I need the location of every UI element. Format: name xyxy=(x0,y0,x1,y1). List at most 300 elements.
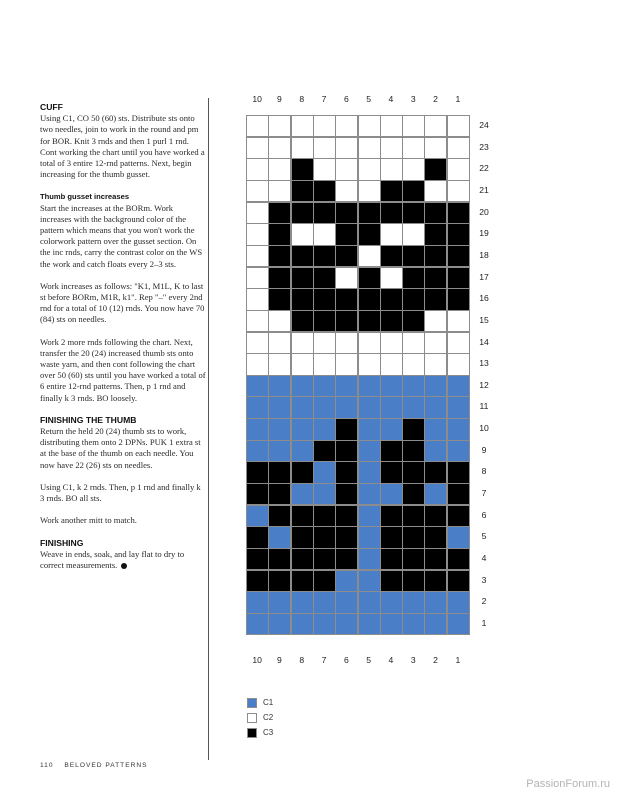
chart-cell xyxy=(447,570,470,592)
chart-cell xyxy=(358,353,381,375)
chart-cell xyxy=(424,115,447,137)
chart-cell xyxy=(447,332,470,354)
chart-cell xyxy=(447,505,470,527)
chart-cell xyxy=(246,505,269,527)
chart-cell xyxy=(246,245,269,267)
chart-cell xyxy=(358,267,381,289)
chart-cell xyxy=(335,353,358,375)
chart-cell xyxy=(313,288,336,310)
chart-cell xyxy=(268,396,291,418)
row-number: 8 xyxy=(481,466,487,477)
column-number-bottom: 2 xyxy=(433,655,438,665)
page-footer xyxy=(40,762,156,769)
chart-cell xyxy=(380,461,403,483)
chart-cell xyxy=(291,613,314,635)
chart-cell xyxy=(424,375,447,397)
chart-cell xyxy=(402,353,425,375)
chart-cell xyxy=(358,613,381,635)
chart-cell xyxy=(291,440,314,462)
legend-item-c2 xyxy=(247,710,273,725)
gusset-body-1: Start the increases at the BORm. Work increases with the background color of the pattern which means that you won't work the colorwork pattern over the gusset section. On the inc rnds, carry the contrast color on the WS the work and catch floats every 2–3 sts. xyxy=(40,202,203,269)
chart-cell xyxy=(424,591,447,613)
chart-cell xyxy=(246,375,269,397)
chart-cell xyxy=(313,396,336,418)
chart-cell xyxy=(313,526,336,548)
chart-cell xyxy=(447,310,470,332)
row-number: 23 xyxy=(479,141,489,152)
column-number-top: 3 xyxy=(410,94,416,104)
chart-cell xyxy=(291,505,314,527)
chart-cell xyxy=(313,548,336,570)
chart-cell xyxy=(246,332,269,354)
chart-cell xyxy=(335,591,358,613)
column-number-bottom: 5 xyxy=(366,655,372,665)
chart-cell xyxy=(313,202,336,224)
chart-cell xyxy=(313,223,336,245)
row-number: 2 xyxy=(481,596,487,607)
chart-cell xyxy=(313,591,336,613)
chart-cell xyxy=(313,375,336,397)
chart-cell xyxy=(424,332,447,354)
chart-cell xyxy=(402,548,425,570)
chart-cell xyxy=(402,396,425,418)
chart-cell xyxy=(335,137,358,159)
chart-cell xyxy=(313,137,336,159)
chart-cell xyxy=(447,115,470,137)
chart-cell xyxy=(358,418,381,440)
chart-cell xyxy=(424,180,447,202)
chart-cell xyxy=(380,245,403,267)
row-number: 10 xyxy=(479,423,489,434)
chart-cell xyxy=(313,245,336,267)
chart-cell xyxy=(335,613,358,635)
chart-cell xyxy=(246,353,269,375)
chart-cell xyxy=(268,115,291,137)
chart-cell xyxy=(291,202,314,224)
chart-cell xyxy=(380,375,403,397)
column-number-bottom: 1 xyxy=(455,655,461,665)
column-number-bottom: 9 xyxy=(277,655,282,665)
chart-cell xyxy=(402,115,425,137)
chart-cell xyxy=(268,267,291,289)
chart-cell xyxy=(291,396,314,418)
chart-cell xyxy=(291,310,314,332)
chart-cell xyxy=(402,310,425,332)
page-number: 110 xyxy=(40,762,54,769)
cuff-body: Using C1, CO 50 (60) sts. Distribute sts onto two needles, join to work in the round and pm for BOR. Knit 3 rnds and then 1 purl 1 rnd. Cont working the chart until you have worked a total of 3 entire 12-rnd patterns. Next, begin increasing for the thumb gusset. xyxy=(40,113,205,180)
chart-cell xyxy=(424,310,447,332)
chart-cell xyxy=(246,137,269,159)
chart-cell xyxy=(402,375,425,397)
chart-cell xyxy=(313,505,336,527)
chart-cell xyxy=(246,461,269,483)
chart-cell xyxy=(380,396,403,418)
chart-cell xyxy=(358,158,381,180)
chart-cell xyxy=(268,158,291,180)
row-number: 24 xyxy=(479,120,489,130)
chart-cell xyxy=(246,180,269,202)
chart-cell xyxy=(358,310,381,332)
row-number: 22 xyxy=(479,163,489,174)
column-number-top: 10 xyxy=(252,94,262,104)
chart-cell xyxy=(402,137,425,159)
chart-cell xyxy=(424,288,447,310)
chart-cell xyxy=(246,115,269,137)
chart-cell xyxy=(380,288,403,310)
chart-cell xyxy=(268,332,291,354)
chart-cell xyxy=(358,591,381,613)
gusset-body-2: Work increases as follows: "K1, M1L, K to last st before BORm, M1R, k1". Rep "–" every 2nd rnd for a total of 10 (12) rnds. You now have 70 (84) sts on needles. xyxy=(40,280,205,325)
chart-cell xyxy=(268,310,291,332)
chart-cell xyxy=(380,202,403,224)
chart-cell xyxy=(335,505,358,527)
chart-cell xyxy=(335,570,358,592)
chart-cell xyxy=(402,202,425,224)
chart-cell xyxy=(424,526,447,548)
chart-cell xyxy=(447,288,470,310)
chart-cell xyxy=(380,310,403,332)
chart-cell xyxy=(313,353,336,375)
chart-cell xyxy=(447,591,470,613)
chart-cell xyxy=(268,570,291,592)
chart-cell xyxy=(380,332,403,354)
row-number: 12 xyxy=(479,379,489,390)
row-number: 4 xyxy=(481,553,487,563)
chart-cell xyxy=(291,288,314,310)
chart-cell xyxy=(268,375,291,397)
column-number-top: 2 xyxy=(433,94,438,104)
chart-cell xyxy=(447,353,470,375)
legend-swatch-c1 xyxy=(247,698,257,708)
chart-cell xyxy=(424,440,447,462)
legend-swatch-c3 xyxy=(247,728,257,738)
row-number: 17 xyxy=(479,271,489,282)
chart-cell xyxy=(380,526,403,548)
chart-cell xyxy=(313,158,336,180)
chart-cell xyxy=(291,548,314,570)
chart-cell xyxy=(424,396,447,418)
chart-cell xyxy=(358,526,381,548)
chart-cell xyxy=(380,353,403,375)
instructions-column xyxy=(40,102,206,571)
chart-cell xyxy=(268,613,291,635)
column-number-bottom: 8 xyxy=(299,655,305,665)
row-number: 9 xyxy=(481,444,487,455)
chart-cell xyxy=(291,267,314,289)
chart-cell xyxy=(246,310,269,332)
chart-cell xyxy=(291,461,314,483)
chart-cell xyxy=(424,613,447,635)
chart-cell xyxy=(335,483,358,505)
chart-cell xyxy=(268,418,291,440)
chart-cell xyxy=(313,570,336,592)
chart-cell xyxy=(447,137,470,159)
chart-cell xyxy=(424,158,447,180)
chart-cell xyxy=(380,613,403,635)
chart-cell xyxy=(447,375,470,397)
finishing-heading: FINISHING xyxy=(40,537,84,548)
thumb-body-3: Work another mitt to match. xyxy=(40,515,137,526)
chart-cell xyxy=(402,158,425,180)
chart-cell xyxy=(246,267,269,289)
chart-legend xyxy=(247,695,273,740)
end-bullet-icon xyxy=(121,563,127,569)
column-number-top: 6 xyxy=(343,94,349,104)
chart-cell xyxy=(246,418,269,440)
chart-cell xyxy=(424,505,447,527)
chart-cell xyxy=(246,548,269,570)
column-divider xyxy=(208,98,209,760)
chart-cell xyxy=(291,223,314,245)
chart-cell xyxy=(268,245,291,267)
chart-cell xyxy=(447,526,470,548)
chart-cell xyxy=(291,375,314,397)
chart-cell xyxy=(291,591,314,613)
chart-cell xyxy=(402,288,425,310)
chart-cell xyxy=(268,180,291,202)
chart-cell xyxy=(447,245,470,267)
legend-item-c3 xyxy=(247,725,273,740)
chart-cell xyxy=(358,245,381,267)
chart-cell xyxy=(358,288,381,310)
finishing-paragraph xyxy=(40,549,206,571)
row-number: 18 xyxy=(479,249,489,260)
chart-cell xyxy=(358,570,381,592)
chart-cell xyxy=(246,526,269,548)
chart-cell xyxy=(424,548,447,570)
chart-cell xyxy=(335,202,358,224)
chart-cell xyxy=(447,180,470,202)
column-number-bottom: 7 xyxy=(321,655,327,665)
column-number-bottom: 4 xyxy=(388,655,394,665)
row-number: 5 xyxy=(481,531,487,542)
chart-cell xyxy=(380,180,403,202)
chart-cell xyxy=(402,613,425,635)
chart-cell xyxy=(291,353,314,375)
chart-cell xyxy=(358,115,381,137)
cuff-heading: CUFF xyxy=(40,102,63,112)
chart-cell xyxy=(313,310,336,332)
thumb-body-1: Return the held 20 (24) thumb sts to work, distributing them onto 2 DPNs. PUK 1 extra st at the base of the thumb on each needle. You now have 22 (26) sts on needles. xyxy=(40,426,201,470)
chart-cell xyxy=(380,115,403,137)
chart-cell xyxy=(268,223,291,245)
chart-cell xyxy=(447,483,470,505)
chart-cell xyxy=(402,505,425,527)
section-name: BELOVED PATTERNS xyxy=(64,762,148,769)
column-number-bottom: 10 xyxy=(252,655,262,665)
chart-cell xyxy=(335,158,358,180)
row-number: 19 xyxy=(479,228,489,239)
chart-cell xyxy=(313,440,336,462)
chart-cell xyxy=(268,483,291,505)
finishing-body: Weave in ends, soak, and lay flat to dry to correct measurements. xyxy=(40,548,185,570)
chart-cell xyxy=(447,613,470,635)
chart-cell xyxy=(447,440,470,462)
chart-cell xyxy=(313,115,336,137)
chart-cell xyxy=(380,570,403,592)
column-number-top: 5 xyxy=(366,94,372,104)
chart-cell xyxy=(424,418,447,440)
chart-cell xyxy=(291,137,314,159)
chart-cell xyxy=(246,158,269,180)
chart-cell xyxy=(424,570,447,592)
chart-cell xyxy=(313,461,336,483)
chart-cell xyxy=(335,288,358,310)
chart-cell xyxy=(402,418,425,440)
row-number: 20 xyxy=(479,206,489,217)
chart-cell xyxy=(358,548,381,570)
column-number-top: 4 xyxy=(388,94,394,104)
chart-cell xyxy=(335,332,358,354)
chart-cell xyxy=(291,418,314,440)
chart-cell xyxy=(402,440,425,462)
row-number: 1 xyxy=(481,617,487,628)
chart-cell xyxy=(358,332,381,354)
chart-cell xyxy=(358,396,381,418)
chart-cell xyxy=(335,396,358,418)
chart-cell xyxy=(268,591,291,613)
chart-cell xyxy=(335,267,358,289)
chart-cell xyxy=(335,180,358,202)
legend-swatch-c2 xyxy=(247,713,257,723)
row-number: 13 xyxy=(479,358,489,369)
column-number-bottom: 3 xyxy=(410,655,416,665)
chart-cell xyxy=(424,202,447,224)
thumb-body-2: Using C1, k 2 rnds. Then, p 1 rnd and finally k 3 rnds. BO all sts. xyxy=(40,481,201,504)
chart-cell xyxy=(358,202,381,224)
chart-cell xyxy=(358,375,381,397)
gusset-heading: Thumb gusset increases xyxy=(40,192,130,202)
column-number-top: 9 xyxy=(277,94,282,104)
chart-cell xyxy=(313,613,336,635)
chart-cell xyxy=(313,332,336,354)
chart-cell xyxy=(268,505,291,527)
chart-cell xyxy=(335,310,358,332)
column-number-top: 1 xyxy=(455,94,461,104)
chart-cell xyxy=(424,245,447,267)
chart-cell xyxy=(313,267,336,289)
chart-cell xyxy=(424,223,447,245)
chart-cell xyxy=(402,267,425,289)
chart-cell xyxy=(402,180,425,202)
chart-cell xyxy=(335,223,358,245)
chart-cell xyxy=(246,202,269,224)
chart-cell xyxy=(291,245,314,267)
chart-cell xyxy=(424,353,447,375)
chart-cell xyxy=(335,440,358,462)
chart-cell xyxy=(246,288,269,310)
chart-cell xyxy=(246,223,269,245)
chart-cell xyxy=(313,483,336,505)
legend-item-c1 xyxy=(247,695,273,710)
chart-cell xyxy=(447,267,470,289)
chart-cell xyxy=(335,245,358,267)
chart-cell xyxy=(358,223,381,245)
chart-cell xyxy=(291,483,314,505)
thumb-heading: FINISHING THE THUMB xyxy=(40,414,137,425)
chart-cell xyxy=(424,137,447,159)
chart-cell xyxy=(447,418,470,440)
chart-cell xyxy=(402,461,425,483)
chart-cell xyxy=(268,461,291,483)
chart-cell xyxy=(335,526,358,548)
legend-label-c1: C1 xyxy=(263,698,274,707)
chart-cell xyxy=(246,440,269,462)
chart-cell xyxy=(291,332,314,354)
chart-cell xyxy=(246,570,269,592)
watermark: PassionForum.ru xyxy=(526,778,610,790)
chart-cell xyxy=(268,353,291,375)
chart-cell xyxy=(402,483,425,505)
chart-cell xyxy=(358,483,381,505)
chart-cell xyxy=(380,137,403,159)
chart-cell xyxy=(380,440,403,462)
row-number: 11 xyxy=(479,401,489,412)
legend-label-c3: C3 xyxy=(263,728,274,737)
chart-cell xyxy=(447,548,470,570)
chart-cell xyxy=(424,483,447,505)
row-number: 16 xyxy=(479,293,489,304)
row-number: 21 xyxy=(479,184,489,195)
chart-cell xyxy=(402,591,425,613)
chart-cell xyxy=(447,202,470,224)
column-number-top: 8 xyxy=(299,94,305,104)
chart-cell xyxy=(358,440,381,462)
chart-cell xyxy=(358,180,381,202)
chart-cell xyxy=(268,288,291,310)
chart-cell xyxy=(380,591,403,613)
chart-cell xyxy=(358,137,381,159)
chart-cell xyxy=(268,548,291,570)
chart-cell xyxy=(268,202,291,224)
chart-cell xyxy=(402,223,425,245)
chart-cell xyxy=(291,526,314,548)
chart-cell xyxy=(335,115,358,137)
chart-cell xyxy=(335,418,358,440)
chart-cell xyxy=(424,267,447,289)
chart-cell xyxy=(246,396,269,418)
chart-cell xyxy=(291,158,314,180)
chart-cell xyxy=(380,267,403,289)
chart-cell xyxy=(380,158,403,180)
chart-cell xyxy=(268,440,291,462)
chart-cell xyxy=(380,548,403,570)
chart-cell xyxy=(447,158,470,180)
chart-cell xyxy=(335,461,358,483)
row-number: 15 xyxy=(479,314,489,325)
chart-cell xyxy=(268,137,291,159)
chart-cell xyxy=(447,396,470,418)
chart-cell xyxy=(402,570,425,592)
column-number-bottom: 6 xyxy=(343,655,349,665)
chart-cell xyxy=(335,548,358,570)
chart-cell xyxy=(313,180,336,202)
chart-cell xyxy=(291,180,314,202)
chart-cell xyxy=(424,461,447,483)
chart-cell xyxy=(335,375,358,397)
chart-cell xyxy=(447,223,470,245)
chart-cell xyxy=(246,591,269,613)
row-number: 7 xyxy=(481,488,487,499)
column-number-top: 7 xyxy=(321,94,327,104)
chart-cell xyxy=(380,223,403,245)
chart-cell xyxy=(246,483,269,505)
chart-cell xyxy=(358,505,381,527)
chart-cell xyxy=(380,418,403,440)
legend-label-c2: C2 xyxy=(263,713,274,722)
chart-cell xyxy=(447,461,470,483)
chart-cell xyxy=(358,461,381,483)
